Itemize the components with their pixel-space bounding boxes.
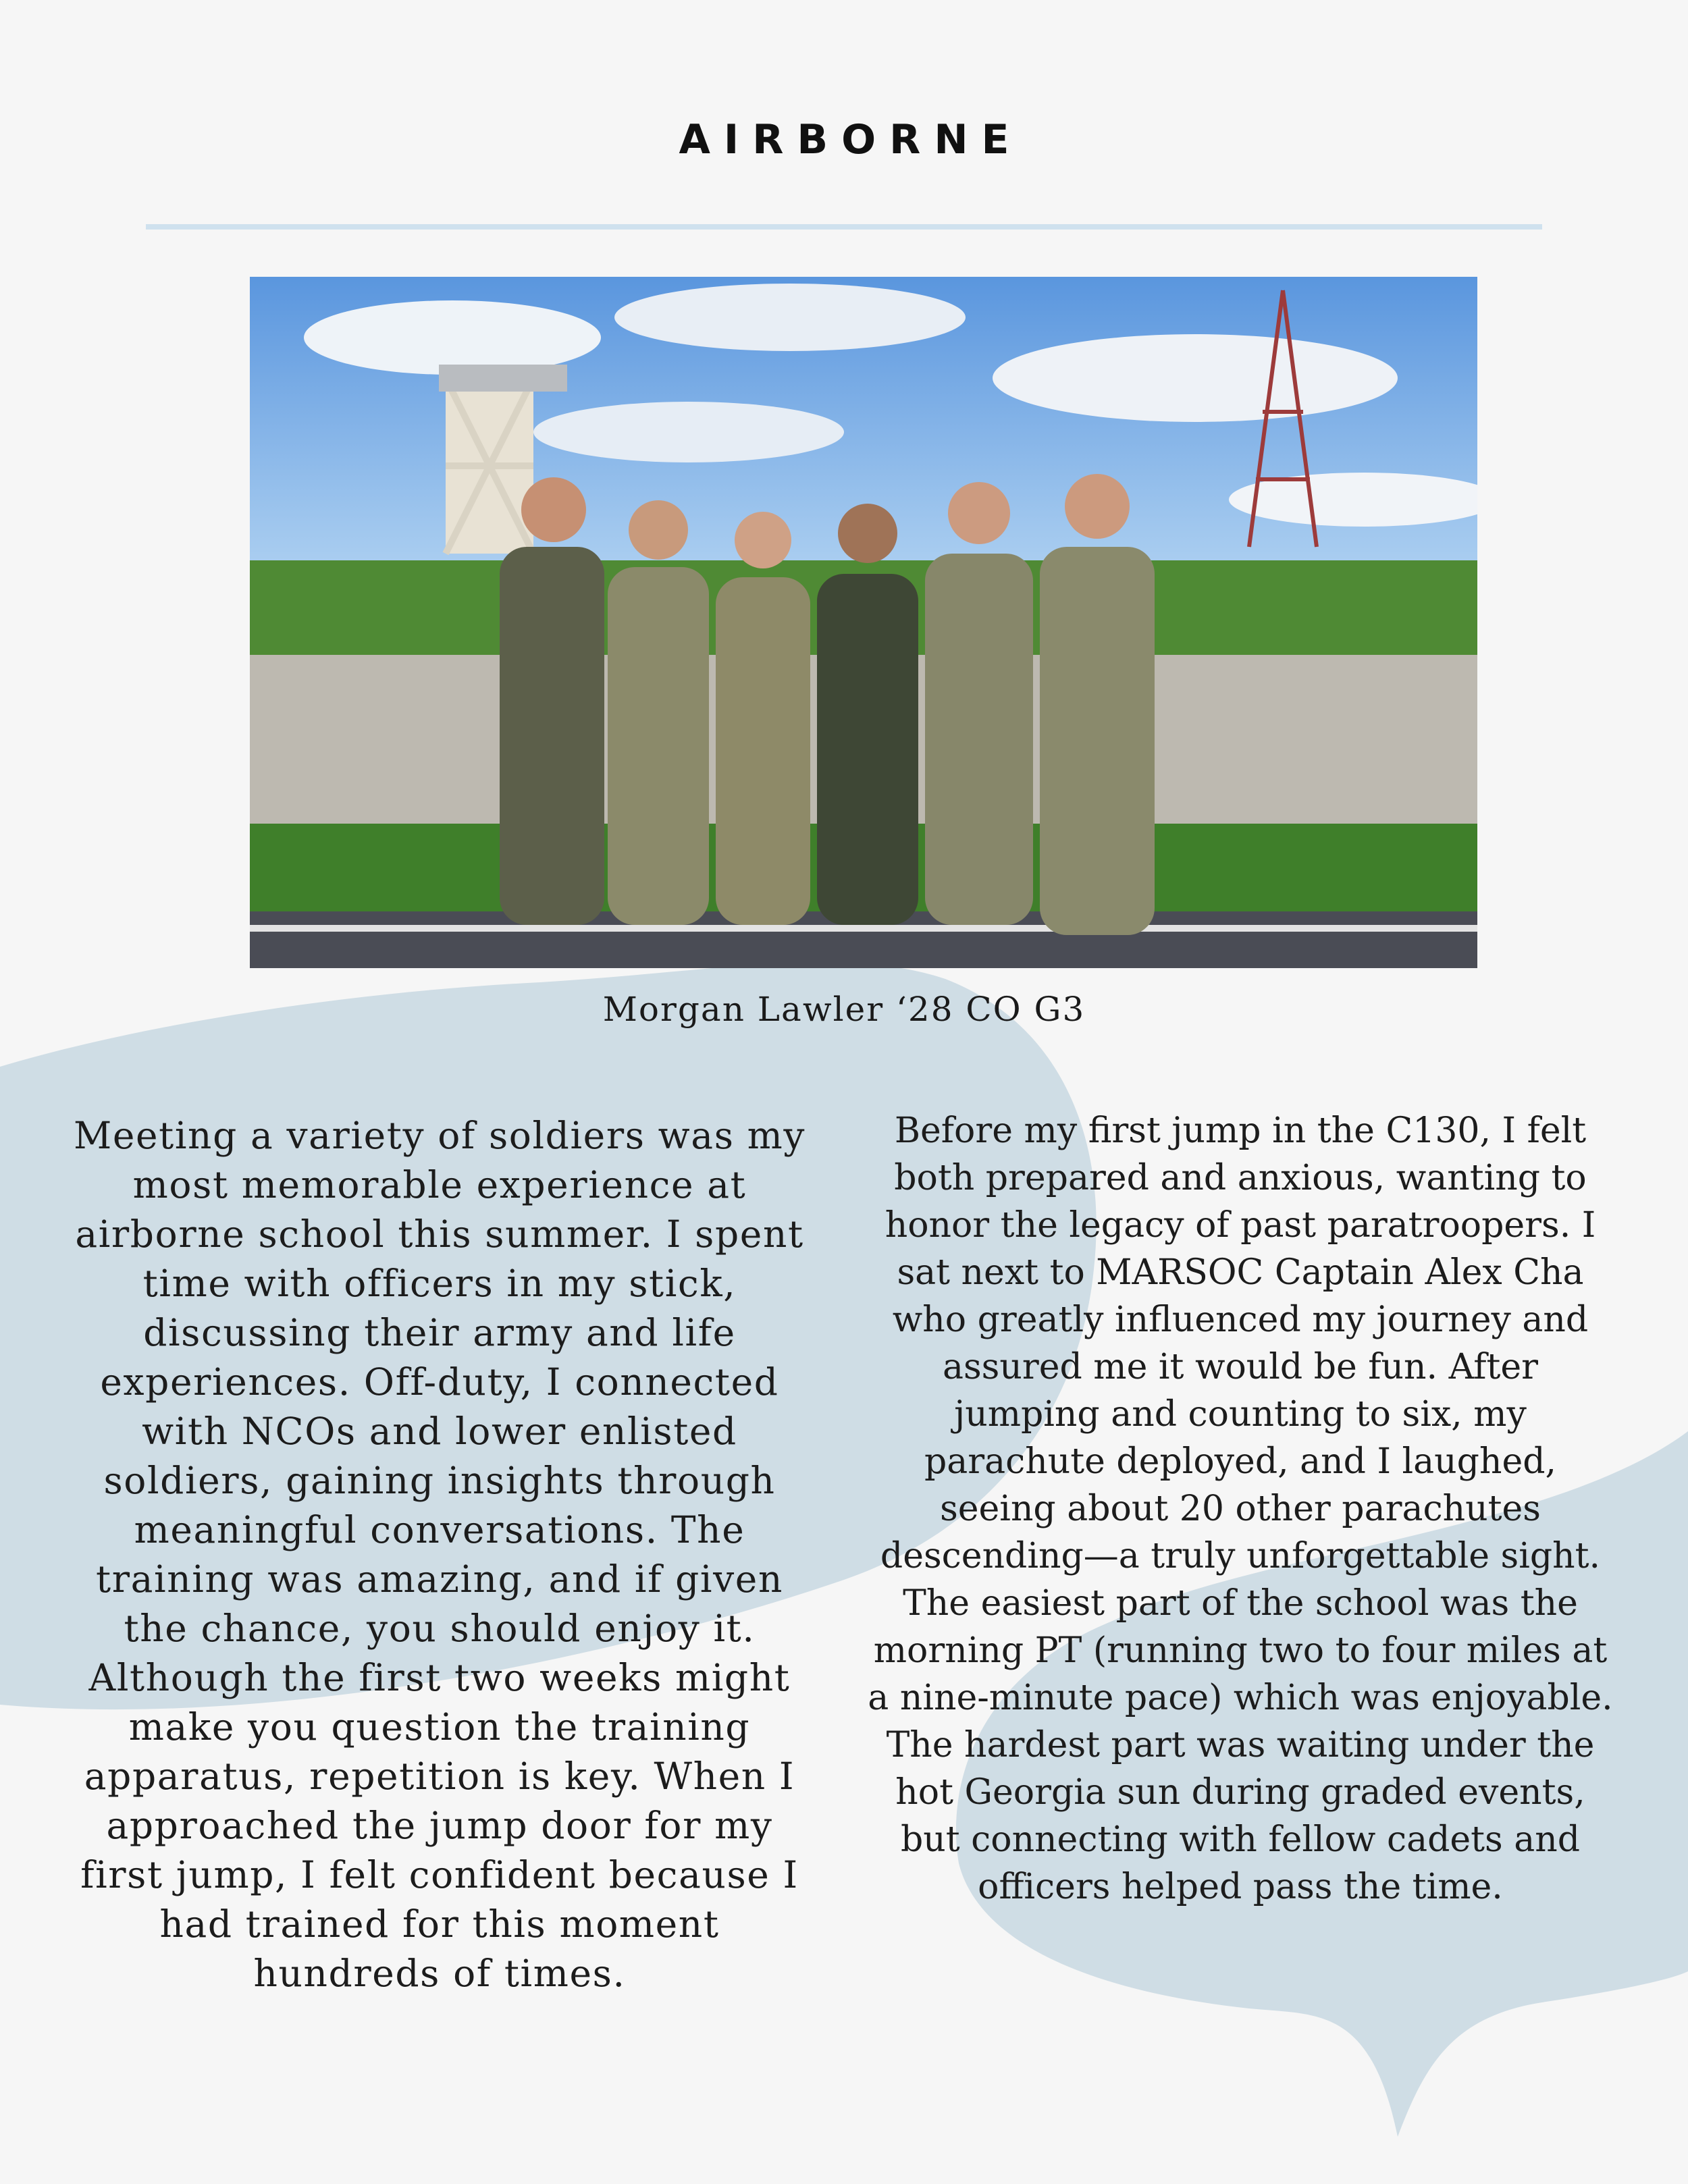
jump-tower xyxy=(446,378,533,554)
group-photo xyxy=(250,277,1477,968)
cloud xyxy=(304,300,601,375)
title-divider xyxy=(146,224,1542,230)
cloud xyxy=(533,402,844,462)
right-column-text: Before my first jump in the C130, I felt both prepared and anxious, wanting to honor the legacy of past paratroopers. I sat next to MARSOC Captain Alex Cha who greatly influenced my journey and assured me it would be fun. After jumping and counting to six, my parachute deployed, and I laughed, seeing about 20 other parachutes descending—a truly unforgettable sight. The easiest part of the school was the morning PT (running two to four miles at a nine-minute pace) which was enjoyable. The hardest part was waiting under the hot Georgia sun during graded events, but connecting with fellow cadets and officers helped pass the time. xyxy=(868,1111,1613,1907)
photo-caption: Morgan Lawler ‘28 CO G3 xyxy=(602,990,1086,1029)
cloud xyxy=(614,284,966,351)
road-line xyxy=(250,925,1477,932)
left-column-text: Meeting a variety of soldiers was my most memorable experience at airborne school this summer. I spent time with officers in my stick, discussing their army and life experiences. Off-duty, I connected with NCOs and lower enlisted soldiers, gaining insights through meaningful conversations. The training was amazing, and if given the chance, you should enjoy it. Although the first two weeks might make you question the training apparatus, repetition is key. When I approached the jump door for my first jump, I felt confident because I had trained for this moment hundreds of times. xyxy=(73,1114,806,1995)
tower-cab xyxy=(439,365,567,392)
cloud xyxy=(993,334,1398,422)
page-title: AIRBORNE xyxy=(679,116,1023,163)
